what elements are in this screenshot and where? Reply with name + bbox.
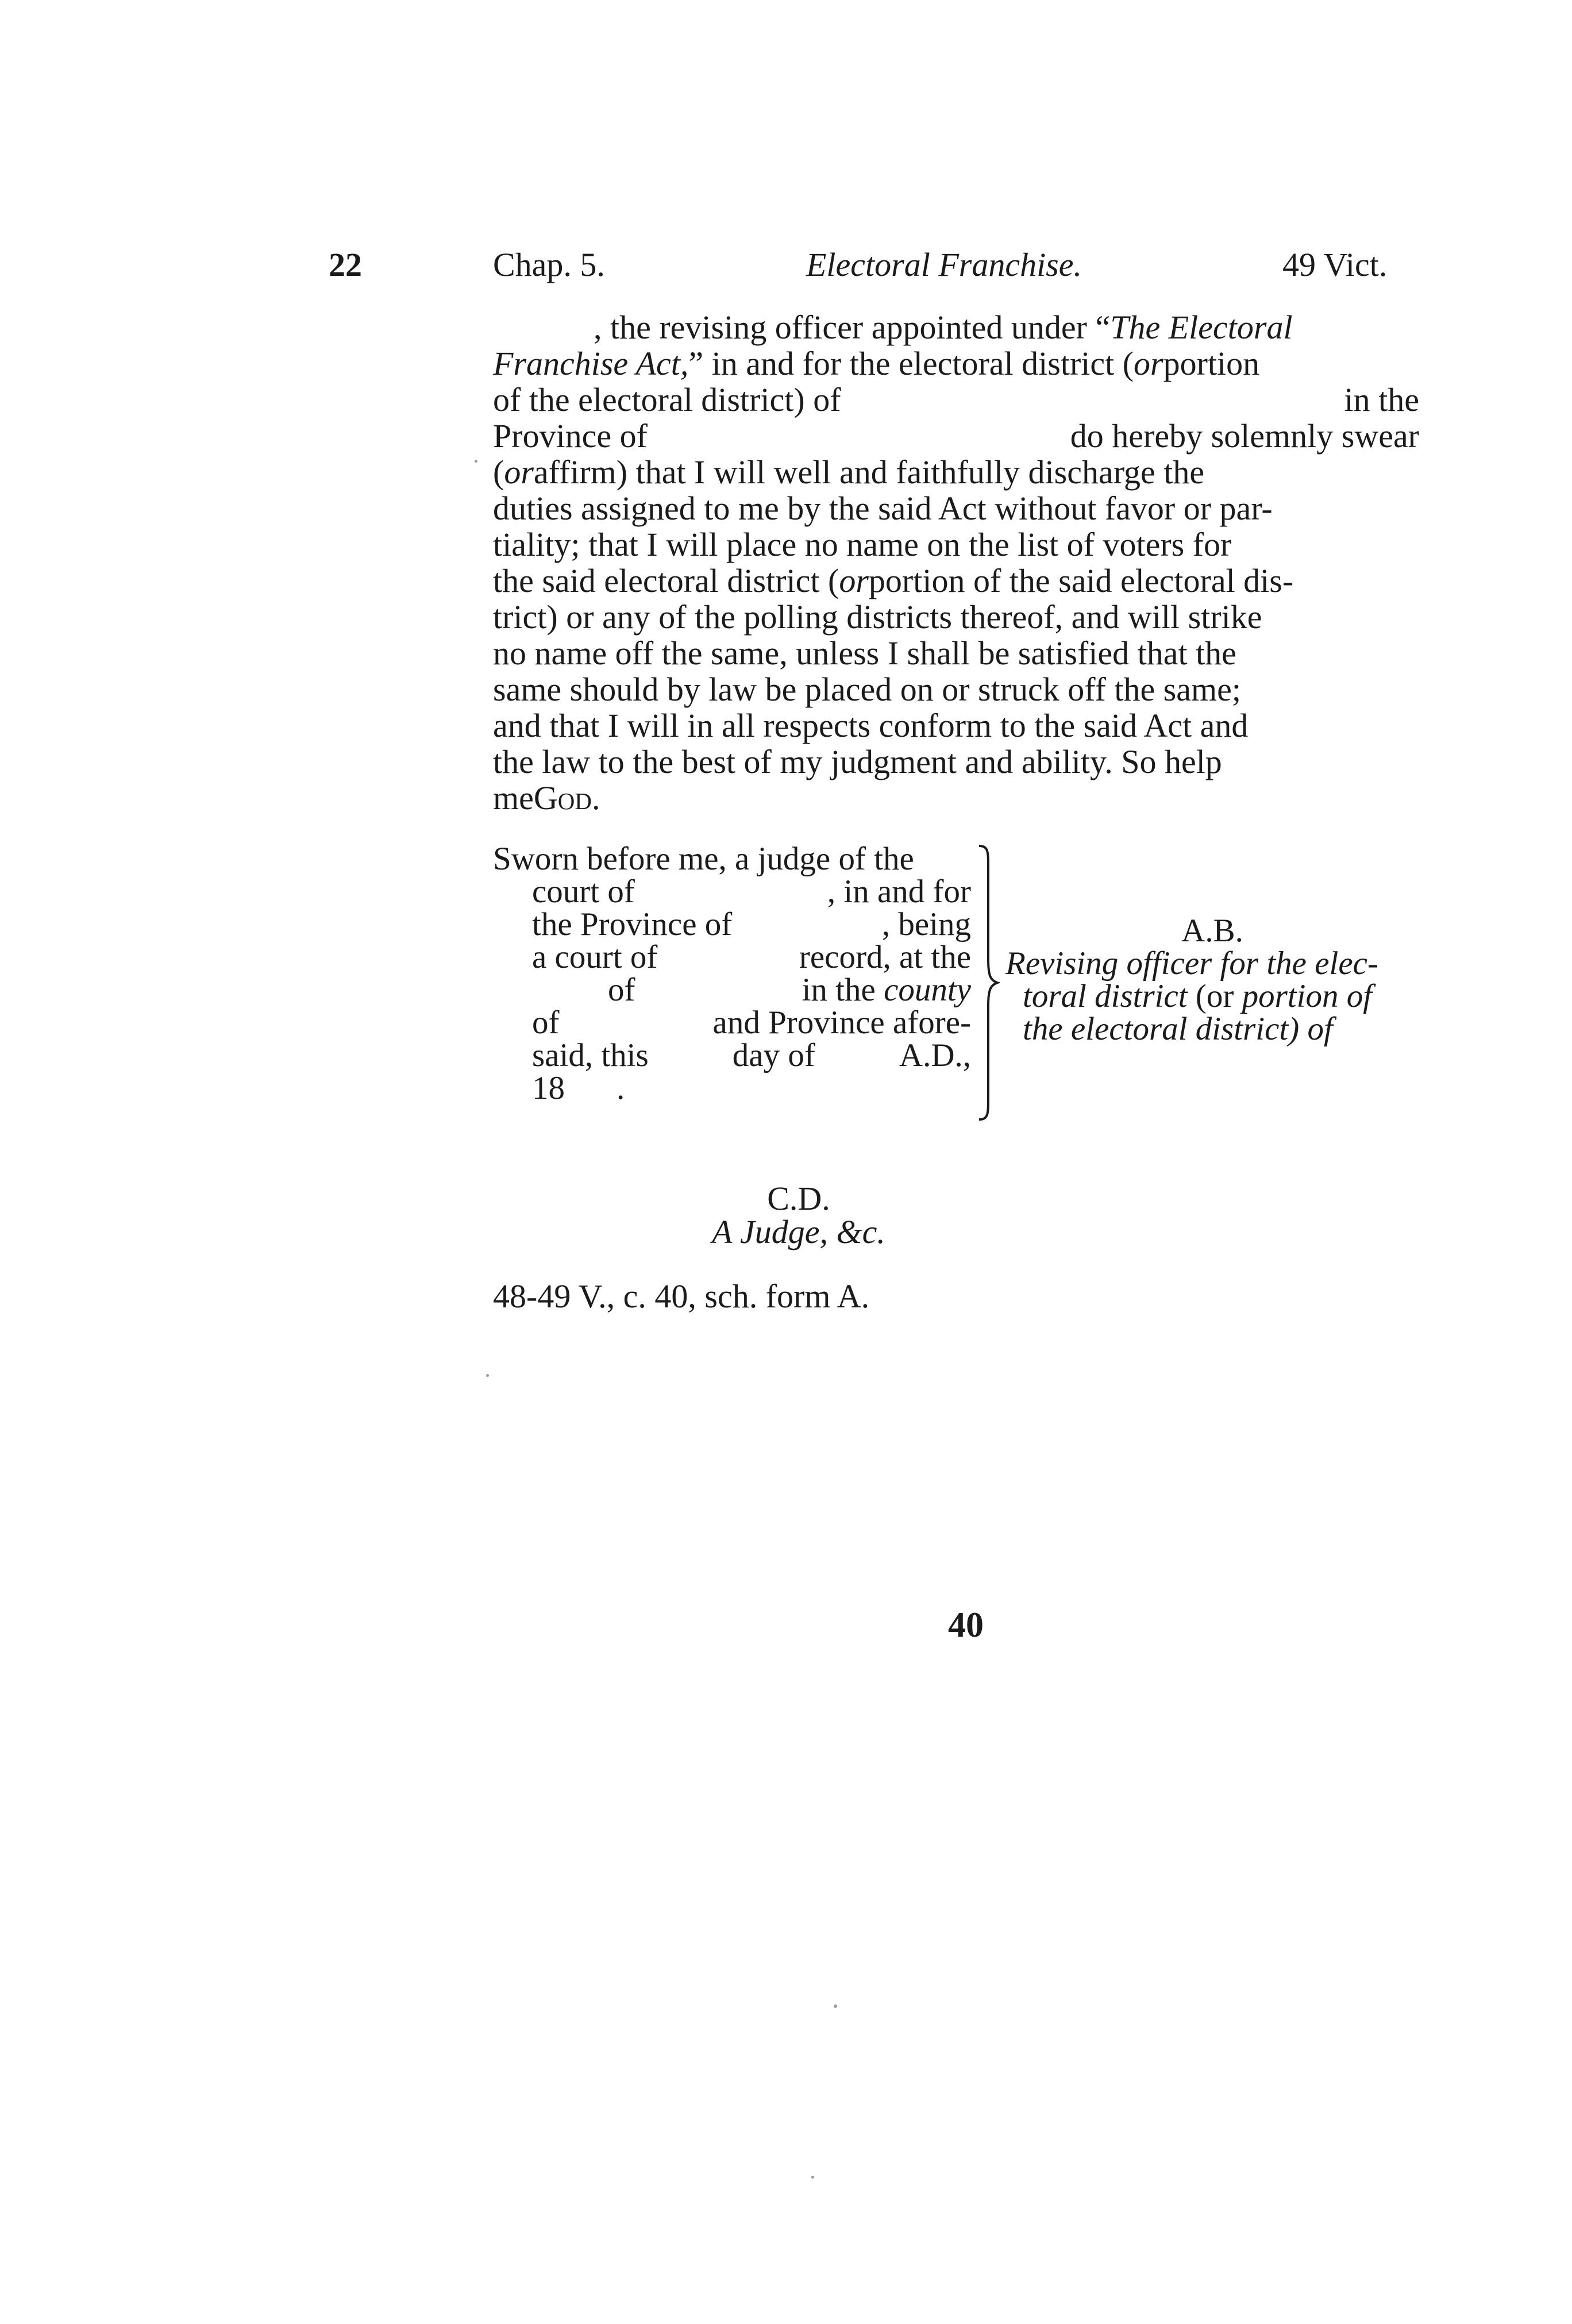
signer-initials: A.B.	[1181, 913, 1243, 949]
oath-line: same should by law be placed on or struck off the same;	[493, 671, 1241, 708]
oath-line: tiality; that I will place no name on the list of voters for	[493, 526, 1232, 563]
oath-line: and that I will in all respects conform to the said Act and	[493, 707, 1249, 744]
running-title: Electoral Franchise.	[806, 246, 1082, 283]
paper-speck	[834, 2004, 837, 2008]
oath-line: ( or affirm) that I will well and faithfully discharge the	[493, 453, 1205, 491]
statute-citation: 48-49 V., c. 40, sch. form A.	[493, 1278, 870, 1315]
oath-line: duties assigned to me by the said Act without favor or par-	[493, 490, 1273, 527]
oath-line: of the electoral district) of in the	[493, 381, 1419, 418]
paper-speck	[486, 1374, 489, 1377]
oath-line: no name off the same, unless I shall be satisfied that the	[493, 634, 1236, 672]
sworn-clause	[493, 842, 971, 1105]
chapter-label: Chap. 5.	[493, 246, 605, 283]
sworn-line: 18 .	[532, 1070, 625, 1106]
sworn-line: a court of record, at the	[532, 939, 971, 975]
regnal-year: 49 Vict.	[1282, 246, 1388, 283]
signer-title-line: the electoral district) of	[1023, 1011, 1333, 1047]
sworn-line: the Province of , being	[532, 906, 971, 942]
sworn-line: court of , in and for	[532, 874, 971, 910]
oath-line: Franchise Act, ” in and for the electoral district ( or portion	[493, 345, 1260, 382]
oath-line: me God.	[493, 779, 600, 817]
sworn-line: said, this day of A.D.,	[532, 1037, 971, 1073]
sworn-line: Sworn before me, a judge of the	[493, 841, 914, 877]
oath-line: , the revising officer appointed under “ The Electoral	[594, 309, 1293, 346]
signer-title-line: toral district (or portion of	[1023, 978, 1373, 1014]
signer-title-line: Revising officer for the elec-	[1005, 945, 1378, 982]
sworn-line: of in the county	[608, 972, 971, 1008]
paper-speck	[475, 460, 477, 463]
curly-brace-icon	[977, 845, 1000, 1121]
judge-title: A Judge, &c.	[712, 1213, 885, 1251]
oath-line: trict) or any of the polling districts thereof, and will strike	[493, 598, 1262, 636]
paper-speck	[811, 2176, 814, 2179]
oath-text	[493, 309, 1419, 816]
sworn-line: of and Province afore-	[532, 1005, 971, 1041]
footer-page-number: 40	[948, 1606, 984, 1645]
revising-officer-signature	[1005, 914, 1419, 1045]
page-number: 22	[329, 246, 362, 283]
judge-initials: C.D.	[767, 1180, 830, 1217]
oath-line: Province of do hereby solemnly swear	[493, 417, 1419, 455]
oath-line: the law to the best of my judgment and ability. So help	[493, 743, 1222, 780]
oath-line: the said electoral district ( or portion of the said electoral dis-	[493, 562, 1294, 599]
